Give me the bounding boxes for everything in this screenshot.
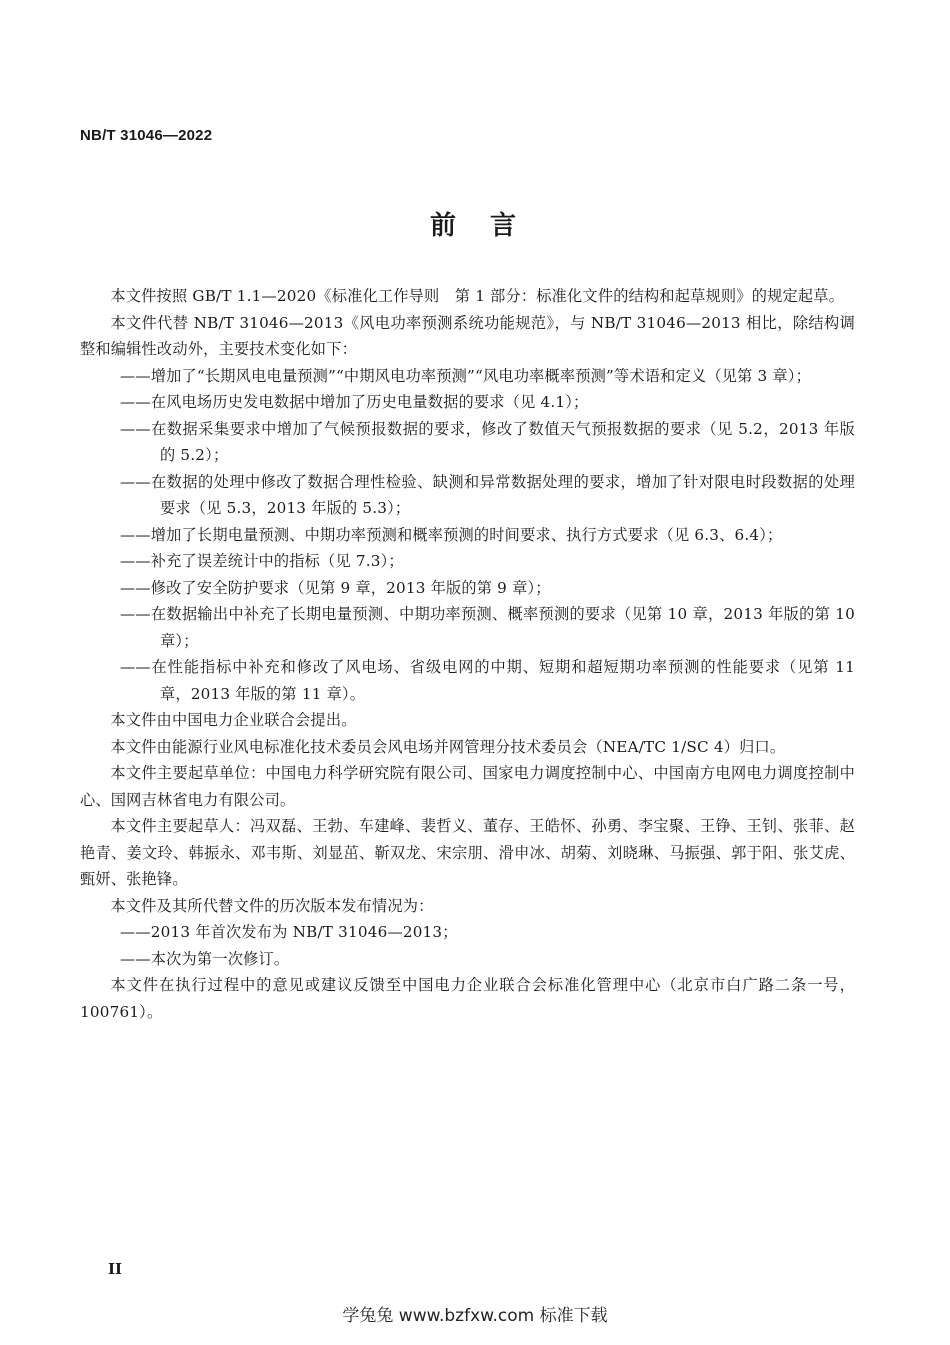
history-list-item: ——2013 年首次发布为 NB/T 31046—2013； <box>120 923 458 941</box>
paragraph: 本文件及其所代替文件的历次版本发布情况为： <box>110 896 434 915</box>
change-list-item: ——补充了误差统计中的指标（见 7.3）； <box>120 552 404 570</box>
paragraph: 本文件由能源行业风电标准化技术委员会风电场并网管理分技术委员会（NEA/TC 1/SC 4）归口。 <box>110 737 786 756</box>
change-list-item: ——增加了“长期风电电量预测”“中期风电功率预测”“风电功率概率预测”等术语和定义（见第 3 章）； <box>120 366 811 385</box>
change-list-item: ——在数据输出中补充了长期电量预测、中期功率预测、概率预测的要求（见第 10 章，2013 年版的第 10 章）； <box>120 605 855 650</box>
paragraph: 本文件主要起草人：冯双磊、王勃、车建峰、裴哲义、董存、王皓怀、孙勇、李宝聚、王铮、王钊、张菲、赵艳青、姜文玲、韩振永、邓韦斯、刘显茁、靳双龙、宋宗朋、滑申冰、胡菊、刘晓琳、马振强、郭于阳、张艾虎、甄妍、张艳锋。 <box>80 817 855 888</box>
foreword-body <box>80 283 855 1025</box>
standard-code: NB/T 31046—2022 <box>80 127 213 144</box>
change-list-item: ——在数据采集要求中增加了气候预报数据的要求，修改了数值天气预报数据的要求（见 5.2，2013 年版的 5.2）； <box>120 419 855 464</box>
paragraph: 本文件主要起草单位：中国电力科学研究院有限公司、国家电力调度控制中心、中国南方电网电力调度控制中心、国网吉林省电力有限公司。 <box>80 764 855 809</box>
paragraph: 本文件代替 NB/T 31046—2013《风电功率预测系统功能规范》，与 NB/T 31046—2013 相比，除结构调整和编辑性改动外，主要技术变化如下： <box>80 313 855 358</box>
watermark-text: 学兔兔 www.bzfxw.com 标准下载 <box>342 1306 608 1326</box>
change-list-item: ——修改了安全防护要求（见第 9 章，2013 年版的第 9 章）； <box>120 578 551 597</box>
change-list-item: ——在性能指标中补充和修改了风电场、省级电网的中期、短期和超短期功率预测的性能要求（见第 11 章，2013 年版的第 11 章）。 <box>120 658 855 703</box>
change-list-item: ——在数据的处理中修改了数据合理性检验、缺测和异常数据处理的要求，增加了针对限电时段数据的处理要求（见 5.3，2013 年版的 5.3）； <box>120 472 855 517</box>
page-number: II <box>108 1260 123 1278</box>
history-list-item: ——本次为第一次修订。 <box>120 949 290 968</box>
change-list-item: ——在风电场历史发电数据中增加了历史电量数据的要求（见 4.1）； <box>120 393 589 411</box>
paragraph: 本文件由中国电力企业联合会提出。 <box>110 711 357 729</box>
change-list-item: ——增加了长期电量预测、中期功率预测和概率预测的时间要求、执行方式要求（见 6.3、6.4）； <box>120 525 783 544</box>
paragraph: 本文件按照 GB/T 1.1—2020《标准化工作导则 第 1 部分：标准化文件的结构和起草规则》的规定起草。 <box>110 287 845 305</box>
page-title: 前 言 <box>429 211 520 241</box>
paragraph: 本文件在执行过程中的意见或建议反馈至中国电力企业联合会标准化管理中心（北京市白广路二条一号，100761）。 <box>80 976 855 1021</box>
